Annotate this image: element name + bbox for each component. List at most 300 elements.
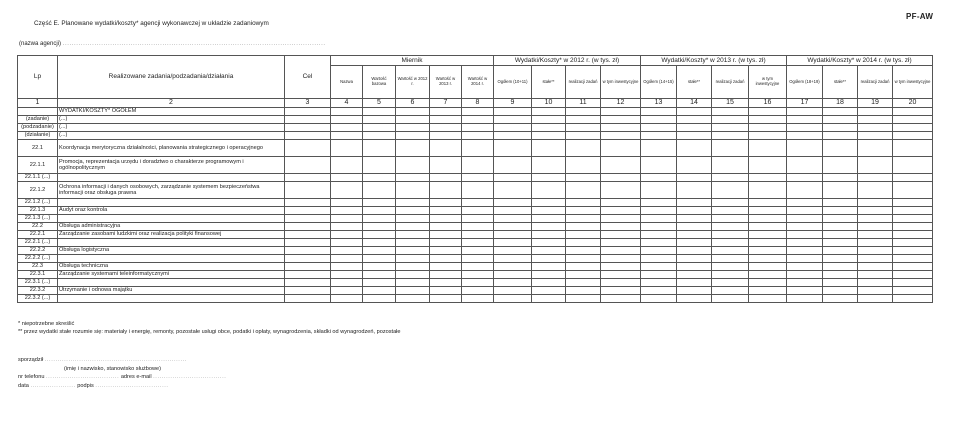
table-cell[interactable] <box>430 263 462 271</box>
table-cell[interactable] <box>331 279 363 287</box>
table-cell[interactable] <box>363 140 396 157</box>
table-cell[interactable] <box>823 124 858 132</box>
table-cell[interactable] <box>641 287 677 295</box>
table-cell[interactable] <box>677 132 712 140</box>
table-cell[interactable] <box>462 215 494 223</box>
table-cell[interactable] <box>823 174 858 182</box>
table-cell[interactable] <box>285 255 331 263</box>
table-cell[interactable] <box>712 174 749 182</box>
table-cell[interactable] <box>749 255 787 263</box>
table-cell[interactable] <box>677 124 712 132</box>
table-cell[interactable] <box>462 247 494 255</box>
table-cell[interactable] <box>641 247 677 255</box>
table-cell[interactable] <box>566 182 601 199</box>
table-cell[interactable] <box>285 271 331 279</box>
table-cell[interactable] <box>601 199 641 207</box>
table-cell[interactable] <box>363 223 396 231</box>
table-cell[interactable] <box>396 140 430 157</box>
table-cell[interactable] <box>712 207 749 215</box>
table-cell[interactable] <box>641 215 677 223</box>
table-cell[interactable] <box>858 295 893 303</box>
table-cell[interactable] <box>677 157 712 174</box>
table-cell[interactable] <box>462 132 494 140</box>
table-cell[interactable] <box>712 287 749 295</box>
table-cell[interactable] <box>641 223 677 231</box>
table-cell[interactable] <box>641 239 677 247</box>
table-cell[interactable] <box>677 247 712 255</box>
table-cell[interactable] <box>823 108 858 116</box>
table-cell[interactable] <box>396 108 430 116</box>
table-cell[interactable] <box>893 247 933 255</box>
table-cell[interactable] <box>532 157 566 174</box>
table-cell[interactable] <box>285 124 331 132</box>
table-cell[interactable] <box>823 215 858 223</box>
table-cell[interactable] <box>532 239 566 247</box>
table-cell[interactable] <box>363 132 396 140</box>
table-cell[interactable] <box>787 174 823 182</box>
table-cell[interactable] <box>331 295 363 303</box>
table-cell[interactable] <box>712 157 749 174</box>
table-cell[interactable] <box>331 182 363 199</box>
table-cell[interactable] <box>396 255 430 263</box>
table-cell[interactable] <box>787 116 823 124</box>
table-cell[interactable] <box>532 207 566 215</box>
table-cell[interactable] <box>331 157 363 174</box>
table-cell[interactable] <box>893 207 933 215</box>
table-cell[interactable] <box>858 132 893 140</box>
table-cell[interactable] <box>601 239 641 247</box>
table-cell[interactable] <box>893 223 933 231</box>
table-cell[interactable] <box>858 140 893 157</box>
table-cell[interactable] <box>823 271 858 279</box>
table-cell[interactable] <box>641 207 677 215</box>
table-cell[interactable] <box>601 174 641 182</box>
table-cell[interactable] <box>494 132 532 140</box>
table-cell[interactable] <box>601 255 641 263</box>
table-cell[interactable] <box>566 223 601 231</box>
table-cell[interactable] <box>749 215 787 223</box>
table-cell[interactable] <box>462 207 494 215</box>
table-cell[interactable] <box>858 279 893 287</box>
table-cell[interactable] <box>462 157 494 174</box>
table-cell[interactable] <box>601 279 641 287</box>
table-cell[interactable] <box>641 140 677 157</box>
table-cell[interactable] <box>566 239 601 247</box>
table-cell[interactable] <box>396 199 430 207</box>
table-cell[interactable] <box>823 182 858 199</box>
table-cell[interactable] <box>532 279 566 287</box>
table-cell[interactable] <box>430 223 462 231</box>
table-cell[interactable] <box>285 132 331 140</box>
table-cell[interactable] <box>494 182 532 199</box>
table-cell[interactable] <box>601 231 641 239</box>
table-cell[interactable] <box>494 271 532 279</box>
table-cell[interactable] <box>787 124 823 132</box>
table-cell[interactable] <box>331 174 363 182</box>
table-cell[interactable] <box>532 247 566 255</box>
table-cell[interactable] <box>494 199 532 207</box>
table-cell[interactable] <box>641 132 677 140</box>
table-cell[interactable] <box>749 295 787 303</box>
table-cell[interactable] <box>566 157 601 174</box>
table-cell[interactable] <box>712 140 749 157</box>
table-cell[interactable] <box>749 116 787 124</box>
table-cell[interactable] <box>462 287 494 295</box>
table-cell[interactable] <box>823 239 858 247</box>
table-cell[interactable] <box>893 263 933 271</box>
table-cell[interactable] <box>396 247 430 255</box>
table-cell[interactable] <box>331 223 363 231</box>
table-cell[interactable] <box>494 255 532 263</box>
table-cell[interactable] <box>641 124 677 132</box>
table-cell[interactable] <box>285 157 331 174</box>
table-cell[interactable] <box>285 108 331 116</box>
table-cell[interactable] <box>494 174 532 182</box>
table-cell[interactable] <box>285 295 331 303</box>
table-cell[interactable] <box>566 247 601 255</box>
table-cell[interactable] <box>396 231 430 239</box>
table-cell[interactable] <box>787 207 823 215</box>
table-cell[interactable] <box>858 182 893 199</box>
table-cell[interactable] <box>749 247 787 255</box>
table-cell[interactable] <box>677 116 712 124</box>
table-cell[interactable] <box>893 279 933 287</box>
table-cell[interactable] <box>532 295 566 303</box>
table-cell[interactable] <box>712 199 749 207</box>
table-cell[interactable] <box>893 157 933 174</box>
table-cell[interactable] <box>749 223 787 231</box>
table-cell[interactable] <box>462 199 494 207</box>
table-cell[interactable] <box>285 215 331 223</box>
table-cell[interactable] <box>823 279 858 287</box>
table-cell[interactable] <box>396 263 430 271</box>
table-cell[interactable] <box>677 263 712 271</box>
table-cell[interactable] <box>787 271 823 279</box>
table-cell[interactable] <box>677 182 712 199</box>
table-cell[interactable] <box>430 157 462 174</box>
table-cell[interactable] <box>677 215 712 223</box>
table-cell[interactable] <box>396 116 430 124</box>
table-cell[interactable] <box>601 116 641 124</box>
table-cell[interactable] <box>893 174 933 182</box>
table-cell[interactable] <box>462 108 494 116</box>
table-cell[interactable] <box>677 223 712 231</box>
table-cell[interactable] <box>331 116 363 124</box>
table-cell[interactable] <box>532 223 566 231</box>
table-cell[interactable] <box>285 116 331 124</box>
table-cell[interactable] <box>494 140 532 157</box>
table-cell[interactable] <box>430 108 462 116</box>
table-cell[interactable] <box>787 108 823 116</box>
table-cell[interactable] <box>601 295 641 303</box>
table-cell[interactable] <box>641 295 677 303</box>
table-cell[interactable] <box>749 132 787 140</box>
table-cell[interactable] <box>396 287 430 295</box>
table-cell[interactable] <box>532 231 566 239</box>
table-cell[interactable] <box>749 174 787 182</box>
table-cell[interactable] <box>494 124 532 132</box>
table-cell[interactable] <box>749 140 787 157</box>
table-cell[interactable] <box>823 247 858 255</box>
table-cell[interactable] <box>331 271 363 279</box>
table-cell[interactable] <box>285 263 331 271</box>
table-cell[interactable] <box>823 263 858 271</box>
table-cell[interactable] <box>396 279 430 287</box>
table-cell[interactable] <box>430 199 462 207</box>
table-cell[interactable] <box>285 174 331 182</box>
table-cell[interactable] <box>532 108 566 116</box>
table-cell[interactable] <box>532 255 566 263</box>
table-cell[interactable] <box>396 295 430 303</box>
table-cell[interactable] <box>601 132 641 140</box>
table-cell[interactable] <box>677 174 712 182</box>
table-cell[interactable] <box>787 199 823 207</box>
table-cell[interactable] <box>677 231 712 239</box>
table-cell[interactable] <box>532 140 566 157</box>
table-cell[interactable] <box>823 287 858 295</box>
table-cell[interactable] <box>749 271 787 279</box>
table-cell[interactable] <box>494 108 532 116</box>
table-cell[interactable] <box>712 255 749 263</box>
table-cell[interactable] <box>893 287 933 295</box>
table-cell[interactable] <box>331 287 363 295</box>
table-cell[interactable] <box>641 157 677 174</box>
table-cell[interactable] <box>331 239 363 247</box>
table-cell[interactable] <box>363 295 396 303</box>
table-cell[interactable] <box>893 255 933 263</box>
table-cell[interactable] <box>641 108 677 116</box>
table-cell[interactable] <box>858 271 893 279</box>
table-cell[interactable] <box>430 140 462 157</box>
table-cell[interactable] <box>363 279 396 287</box>
table-cell[interactable] <box>566 215 601 223</box>
table-cell[interactable] <box>823 116 858 124</box>
table-cell[interactable] <box>566 287 601 295</box>
table-cell[interactable] <box>823 231 858 239</box>
table-cell[interactable] <box>712 263 749 271</box>
table-cell[interactable] <box>858 207 893 215</box>
table-cell[interactable] <box>566 231 601 239</box>
table-cell[interactable] <box>858 231 893 239</box>
table-cell[interactable] <box>285 199 331 207</box>
table-cell[interactable] <box>712 239 749 247</box>
table-cell[interactable] <box>858 239 893 247</box>
table-cell[interactable] <box>677 239 712 247</box>
table-cell[interactable] <box>363 247 396 255</box>
table-cell[interactable] <box>893 140 933 157</box>
table-cell[interactable] <box>494 247 532 255</box>
table-cell[interactable] <box>641 255 677 263</box>
table-cell[interactable] <box>823 207 858 215</box>
table-cell[interactable] <box>430 255 462 263</box>
table-cell[interactable] <box>601 124 641 132</box>
table-cell[interactable] <box>285 182 331 199</box>
table-cell[interactable] <box>532 215 566 223</box>
table-cell[interactable] <box>641 263 677 271</box>
table-cell[interactable] <box>285 239 331 247</box>
table-cell[interactable] <box>893 215 933 223</box>
table-cell[interactable] <box>331 263 363 271</box>
table-cell[interactable] <box>462 271 494 279</box>
table-cell[interactable] <box>363 182 396 199</box>
table-cell[interactable] <box>601 108 641 116</box>
table-cell[interactable] <box>285 207 331 215</box>
table-cell[interactable] <box>566 279 601 287</box>
table-cell[interactable] <box>430 132 462 140</box>
table-cell[interactable] <box>893 108 933 116</box>
table-cell[interactable] <box>396 239 430 247</box>
table-cell[interactable] <box>532 271 566 279</box>
table-cell[interactable] <box>712 108 749 116</box>
table-cell[interactable] <box>858 223 893 231</box>
table-cell[interactable] <box>331 255 363 263</box>
table-cell[interactable] <box>677 108 712 116</box>
table-cell[interactable] <box>430 279 462 287</box>
table-cell[interactable] <box>858 199 893 207</box>
table-cell[interactable] <box>331 108 363 116</box>
table-cell[interactable] <box>494 116 532 124</box>
table-cell[interactable] <box>712 247 749 255</box>
table-cell[interactable] <box>430 295 462 303</box>
table-cell[interactable] <box>893 199 933 207</box>
table-cell[interactable] <box>893 124 933 132</box>
table-cell[interactable] <box>858 287 893 295</box>
table-cell[interactable] <box>566 199 601 207</box>
table-cell[interactable] <box>363 157 396 174</box>
table-cell[interactable] <box>396 207 430 215</box>
table-cell[interactable] <box>462 174 494 182</box>
table-cell[interactable] <box>787 157 823 174</box>
table-cell[interactable] <box>787 140 823 157</box>
table-cell[interactable] <box>677 140 712 157</box>
table-cell[interactable] <box>363 263 396 271</box>
table-cell[interactable] <box>331 247 363 255</box>
table-cell[interactable] <box>396 157 430 174</box>
table-cell[interactable] <box>893 271 933 279</box>
table-cell[interactable] <box>749 124 787 132</box>
table-cell[interactable] <box>677 279 712 287</box>
table-cell[interactable] <box>823 255 858 263</box>
table-cell[interactable] <box>677 295 712 303</box>
table-cell[interactable] <box>363 199 396 207</box>
table-cell[interactable] <box>823 199 858 207</box>
table-cell[interactable] <box>641 271 677 279</box>
table-cell[interactable] <box>363 215 396 223</box>
table-cell[interactable] <box>462 239 494 247</box>
table-cell[interactable] <box>677 199 712 207</box>
table-cell[interactable] <box>893 239 933 247</box>
table-cell[interactable] <box>566 255 601 263</box>
table-cell[interactable] <box>494 207 532 215</box>
table-cell[interactable] <box>787 263 823 271</box>
table-cell[interactable] <box>430 287 462 295</box>
table-cell[interactable] <box>749 231 787 239</box>
table-cell[interactable] <box>787 223 823 231</box>
table-cell[interactable] <box>823 132 858 140</box>
table-cell[interactable] <box>641 182 677 199</box>
table-cell[interactable] <box>396 215 430 223</box>
table-cell[interactable] <box>858 174 893 182</box>
table-cell[interactable] <box>893 231 933 239</box>
table-cell[interactable] <box>787 239 823 247</box>
table-cell[interactable] <box>858 255 893 263</box>
table-cell[interactable] <box>462 263 494 271</box>
table-cell[interactable] <box>532 132 566 140</box>
table-cell[interactable] <box>712 271 749 279</box>
table-cell[interactable] <box>462 223 494 231</box>
table-cell[interactable] <box>462 255 494 263</box>
table-cell[interactable] <box>363 271 396 279</box>
table-cell[interactable] <box>601 207 641 215</box>
table-cell[interactable] <box>823 157 858 174</box>
table-cell[interactable] <box>566 174 601 182</box>
table-cell[interactable] <box>331 215 363 223</box>
table-cell[interactable] <box>677 271 712 279</box>
table-cell[interactable] <box>893 116 933 124</box>
table-cell[interactable] <box>532 263 566 271</box>
table-cell[interactable] <box>712 116 749 124</box>
table-cell[interactable] <box>462 295 494 303</box>
table-cell[interactable] <box>893 295 933 303</box>
table-cell[interactable] <box>641 279 677 287</box>
table-cell[interactable] <box>893 182 933 199</box>
table-cell[interactable] <box>430 124 462 132</box>
table-cell[interactable] <box>396 223 430 231</box>
table-cell[interactable] <box>363 116 396 124</box>
table-cell[interactable] <box>787 132 823 140</box>
table-cell[interactable] <box>787 231 823 239</box>
table-cell[interactable] <box>566 263 601 271</box>
table-cell[interactable] <box>677 255 712 263</box>
table-cell[interactable] <box>858 247 893 255</box>
table-cell[interactable] <box>787 215 823 223</box>
table-cell[interactable] <box>363 174 396 182</box>
table-cell[interactable] <box>601 140 641 157</box>
table-cell[interactable] <box>858 157 893 174</box>
table-cell[interactable] <box>396 182 430 199</box>
table-cell[interactable] <box>494 239 532 247</box>
table-cell[interactable] <box>858 215 893 223</box>
table-cell[interactable] <box>363 287 396 295</box>
table-cell[interactable] <box>566 295 601 303</box>
table-cell[interactable] <box>749 279 787 287</box>
table-cell[interactable] <box>430 182 462 199</box>
table-cell[interactable] <box>285 231 331 239</box>
table-cell[interactable] <box>712 124 749 132</box>
table-cell[interactable] <box>430 207 462 215</box>
table-cell[interactable] <box>677 287 712 295</box>
table-cell[interactable] <box>363 124 396 132</box>
table-cell[interactable] <box>641 116 677 124</box>
table-cell[interactable] <box>396 132 430 140</box>
table-cell[interactable] <box>787 295 823 303</box>
table-cell[interactable] <box>532 199 566 207</box>
table-cell[interactable] <box>712 279 749 287</box>
table-cell[interactable] <box>641 231 677 239</box>
table-cell[interactable] <box>396 271 430 279</box>
table-cell[interactable] <box>430 239 462 247</box>
table-cell[interactable] <box>677 207 712 215</box>
table-cell[interactable] <box>641 199 677 207</box>
table-cell[interactable] <box>331 140 363 157</box>
table-cell[interactable] <box>712 182 749 199</box>
table-cell[interactable] <box>823 223 858 231</box>
table-cell[interactable] <box>749 239 787 247</box>
table-cell[interactable] <box>462 140 494 157</box>
table-cell[interactable] <box>331 124 363 132</box>
table-cell[interactable] <box>285 287 331 295</box>
table-cell[interactable] <box>430 231 462 239</box>
